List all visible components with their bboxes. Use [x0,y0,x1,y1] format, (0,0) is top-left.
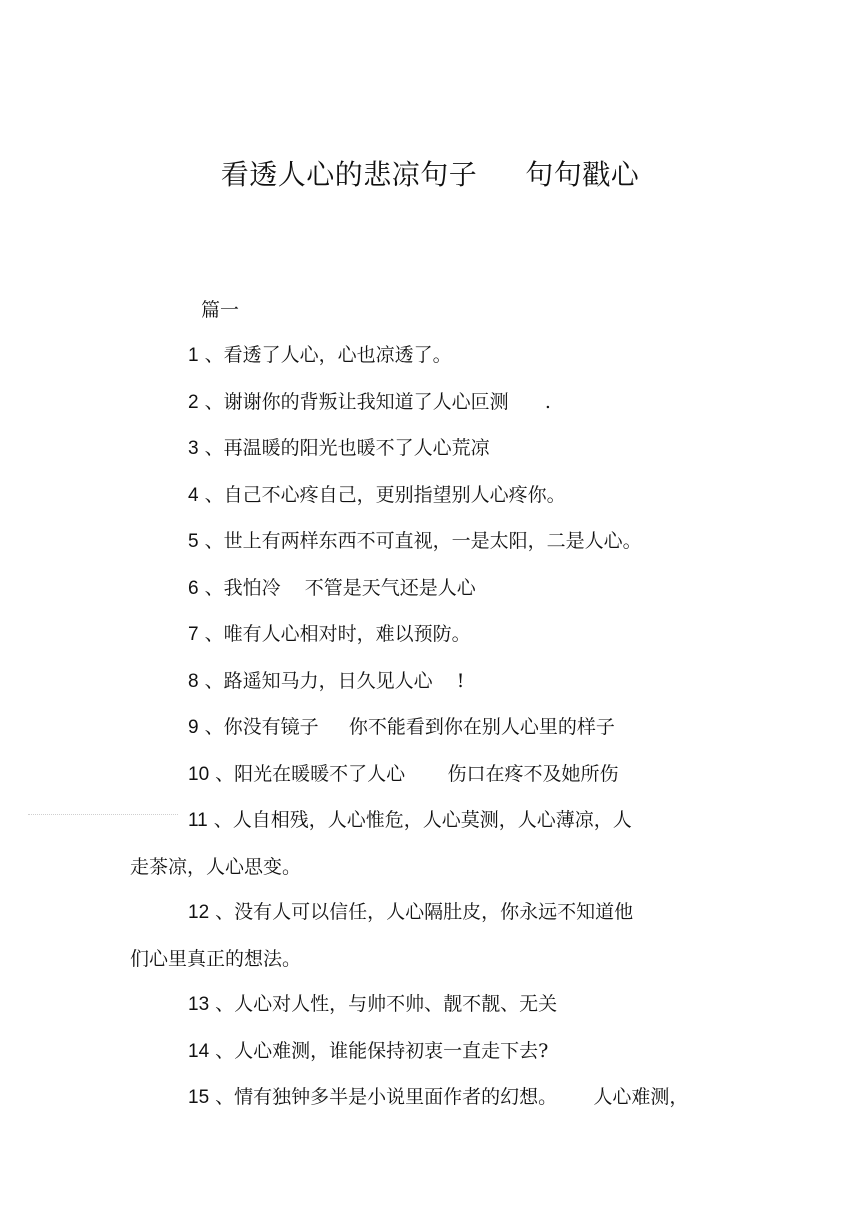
list-item [130,573,750,604]
item-text: 、自己不心疼自己，更别指望别人心疼你。 [198,483,566,506]
list-item [130,619,750,650]
item-number: 6 [188,577,199,599]
document-title [0,155,860,195]
section-heading: 篇一 [201,299,240,321]
item-number: 3 [188,438,199,459]
item-number: 8 [188,670,199,692]
item-text: 、阳光在暖暖不了人心 伤口在疼不及她所伤 [209,762,619,785]
item-text: 、你没有镜子 你不能看到你在别人心里的样子 [198,716,615,738]
item-text: 、人心对人性，与帅不帅、靓不靓、无关 [209,993,558,1015]
item-number: 15 [188,1087,210,1108]
item-number: 1 [188,345,199,366]
list-item [130,712,750,743]
title-main: 看透人心的悲凉句子 [220,158,478,191]
item-text: 、谢谢你的背叛让我知道了人心叵测 . [198,390,551,413]
list-item [130,480,750,511]
item-text-continued: 们心里真正的想法。 [130,947,302,970]
list-item [130,1082,750,1113]
item-text: 、情有独钟多半是小说里面作者的幻想。 人心难测， [209,1086,689,1108]
item-number: 13 [188,994,210,1015]
item-number: 10 [188,763,210,785]
item-number: 5 [188,531,199,552]
title-sub: 句句戳心 [525,158,640,191]
item-text: 、唯有人心相对时，难以预防。 [198,623,471,645]
item-text: 、我怕冷 不管是天气还是人心 [198,576,476,599]
item-number: 11 [188,810,208,831]
list-item [130,805,750,882]
item-number: 2 [188,391,199,413]
item-text: 、人心难测，谁能保持初衷一直走下去? [209,1039,549,1062]
item-number: 12 [188,902,210,923]
list-item [130,387,750,418]
item-text: 、没有人可以信任，人心隔肚皮，你永远不知道他 [209,901,634,923]
list-item [130,526,750,557]
list-item [130,897,750,974]
list-item [130,666,750,697]
list-item [130,433,750,464]
list-item [130,340,750,371]
list-item [130,759,750,790]
item-text: 、路遥知马力，日久见人心 ! [198,669,465,692]
item-text: 、再温暖的阳光也暖不了人心荒凉 [198,437,490,459]
item-number: 9 [188,717,199,738]
item-text-continued: 走茶凉，人心思变。 [130,855,302,878]
sentence-list [130,340,750,1129]
item-number: 14 [188,1040,210,1062]
item-number: 7 [188,624,199,645]
list-item [130,1036,750,1067]
item-number: 4 [188,484,199,506]
item-text: 、人自相残，人心惟危，人心莫测，人心薄凉，人 [207,809,632,831]
item-text: 、看透了人心，心也凉透了。 [198,344,452,366]
item-text: 、世上有两样东西不可直视，一是太阳，二是人心。 [198,530,642,552]
list-item [130,989,750,1020]
